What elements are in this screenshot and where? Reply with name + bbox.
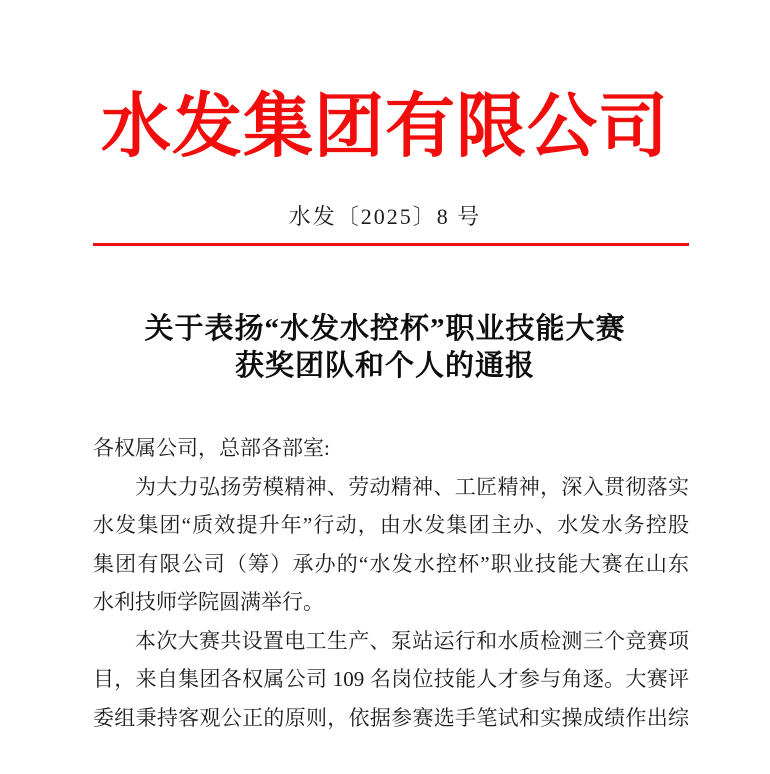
document-body xyxy=(93,429,689,737)
paragraph2-line: 委组秉持客观公正的原则，依据参赛选手笔试和实操成绩作出综 xyxy=(93,705,689,730)
paragraph1-line: 为大力弘扬劳模精神、劳动精神、工匠精神，深入贯彻落实 xyxy=(135,474,689,499)
paragraph2-line: 本次大赛共设置电工生产、泵站运行和水质检测三个竞赛项 xyxy=(135,628,689,653)
red-divider-line xyxy=(93,243,689,246)
org-name-header: 水发集团有限公司 xyxy=(101,89,669,166)
doc-title xyxy=(0,311,770,385)
paragraph1-line: 水发集团“质效提升年”行动，由水发集团主办、水发水务控股 xyxy=(93,513,689,537)
salutation: 各权属公司，总部各部室: xyxy=(93,436,330,460)
paragraph1-line: 水利技师学院圆满举行。 xyxy=(93,590,324,614)
doc-title-line1: 关于表扬“水发水控杯”职业技能大赛 xyxy=(144,313,626,345)
doc-title-line2: 获奖团队和个人的通报 xyxy=(234,350,535,382)
paragraph1-line: 集团有限公司（筹）承办的“水发水控杯”职业技能大赛在山东 xyxy=(93,551,689,576)
doc-number: 水发〔2025〕8 号 xyxy=(288,204,482,229)
paragraph2-line: 目，来自集团各权属公司 109 名岗位技能人才参与角逐。大赛评 xyxy=(93,667,689,691)
